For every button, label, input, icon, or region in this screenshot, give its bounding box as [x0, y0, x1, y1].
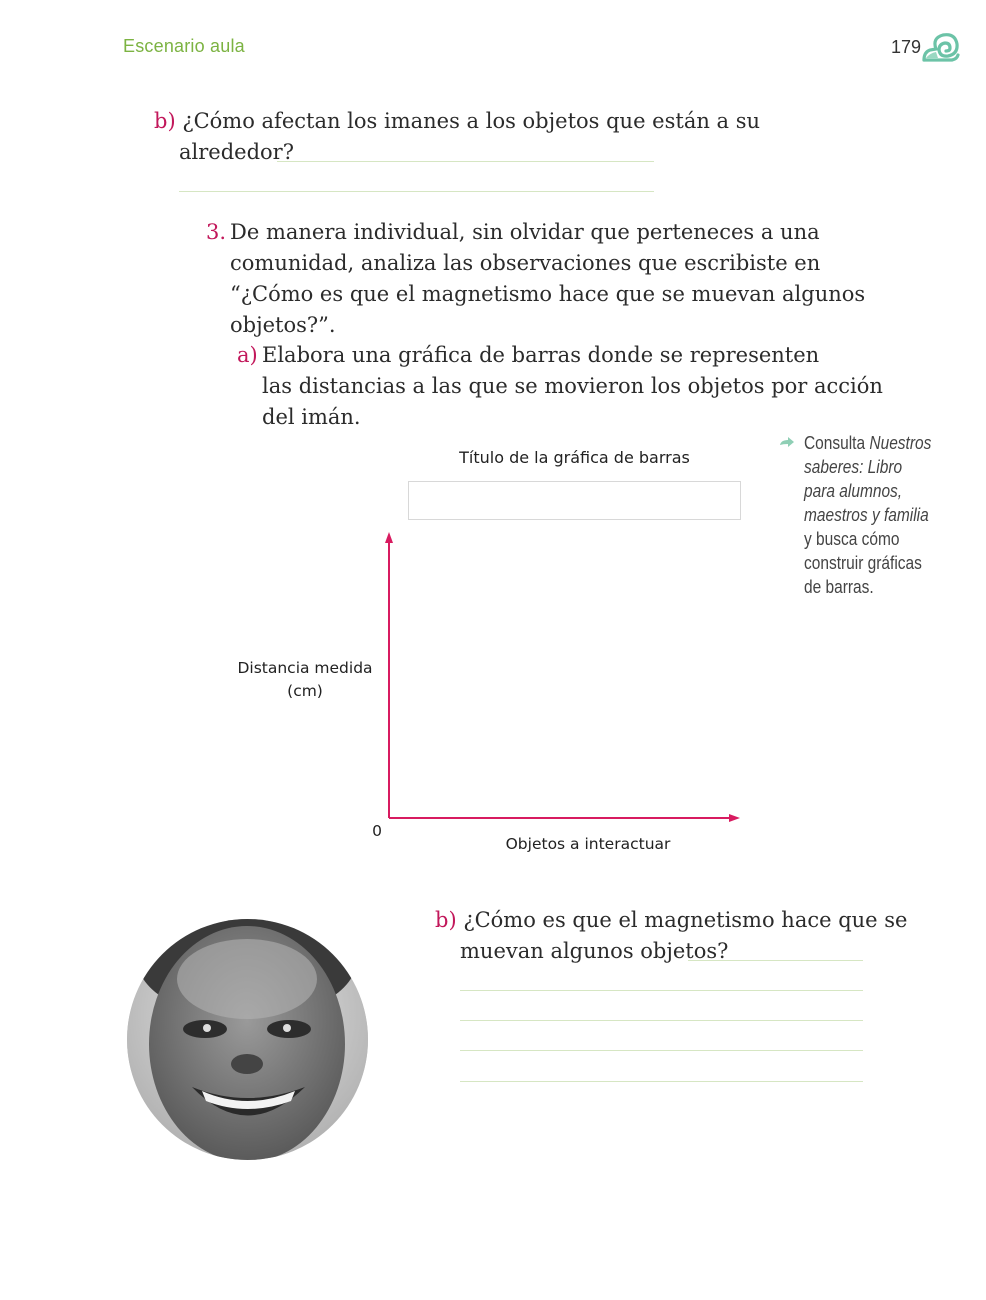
- text-line: De manera individual, sin olvidar que perteneces a una: [230, 220, 820, 244]
- text-line: Consulta: [804, 433, 870, 453]
- answer-line[interactable]: [179, 191, 654, 192]
- question-b-bottom: [435, 905, 907, 936]
- section-title: Escenario aula: [123, 36, 245, 56]
- text-line: Elabora una gráfica de barras donde se representen: [262, 343, 820, 367]
- side-note: [804, 431, 950, 599]
- chart-axes: [370, 526, 750, 826]
- answer-line[interactable]: [688, 960, 863, 961]
- y-axis-label-line: Distancia medida: [237, 659, 373, 677]
- page-number: 179: [891, 37, 922, 57]
- question-marker: 3.: [206, 220, 227, 244]
- text-line: y busca cómo: [804, 529, 900, 549]
- text-line: de barras.: [804, 577, 874, 597]
- question-b-bottom-line2: muevan algunos objetos?: [460, 939, 729, 963]
- question-3-text: [230, 217, 865, 341]
- arrow-right-icon: [779, 436, 795, 448]
- question-a: [237, 340, 258, 371]
- question-a-text: [262, 340, 883, 433]
- y-axis-label: [232, 657, 378, 703]
- child-photo: [127, 919, 368, 1160]
- answer-line[interactable]: [277, 161, 654, 162]
- text-line: construir gráficas: [804, 553, 922, 573]
- book-title: maestros y familia: [804, 505, 929, 525]
- text-line: comunidad, analiza las observaciones que escribiste en: [230, 251, 821, 275]
- question-text: ¿Cómo afectan los imanes a los objetos que están a su: [182, 109, 761, 133]
- question-marker: a): [237, 343, 258, 367]
- book-title: Nuestros: [869, 433, 932, 453]
- y-axis-arrow-icon: [385, 532, 393, 543]
- origin-label: 0: [372, 822, 382, 840]
- question-b-top-line2: alrededor?: [179, 140, 294, 164]
- x-axis-arrow-icon: [729, 814, 740, 822]
- answer-line[interactable]: [460, 1081, 863, 1082]
- book-title: saberes: Libro: [804, 457, 903, 477]
- text-line: objetos?”.: [230, 313, 336, 337]
- chart-title-input[interactable]: [408, 481, 741, 520]
- chart-title-label: Título de la gráfica de barras: [459, 448, 690, 467]
- book-title: para alumnos,: [804, 481, 903, 501]
- text-line: las distancias a las que se movieron los objetos por acción: [262, 374, 883, 398]
- question-3: [206, 217, 226, 248]
- y-axis-label-line: (cm): [287, 682, 323, 700]
- question-text: ¿Cómo es que el magnetismo hace que se: [463, 908, 908, 932]
- question-b-top: [154, 106, 760, 137]
- question-marker: b): [154, 109, 176, 133]
- x-axis-label: Objetos a interactuar: [505, 835, 671, 853]
- answer-line[interactable]: [460, 1050, 863, 1051]
- text-line: “¿Cómo es que el magnetismo hace que se muevan algunos: [230, 282, 866, 306]
- answer-line[interactable]: [460, 1020, 863, 1021]
- text-line: del imán.: [262, 405, 361, 429]
- snail-logo-icon: [922, 32, 960, 62]
- answer-line[interactable]: [460, 990, 863, 991]
- child-face-image: [127, 919, 368, 1160]
- question-marker: b): [435, 908, 457, 932]
